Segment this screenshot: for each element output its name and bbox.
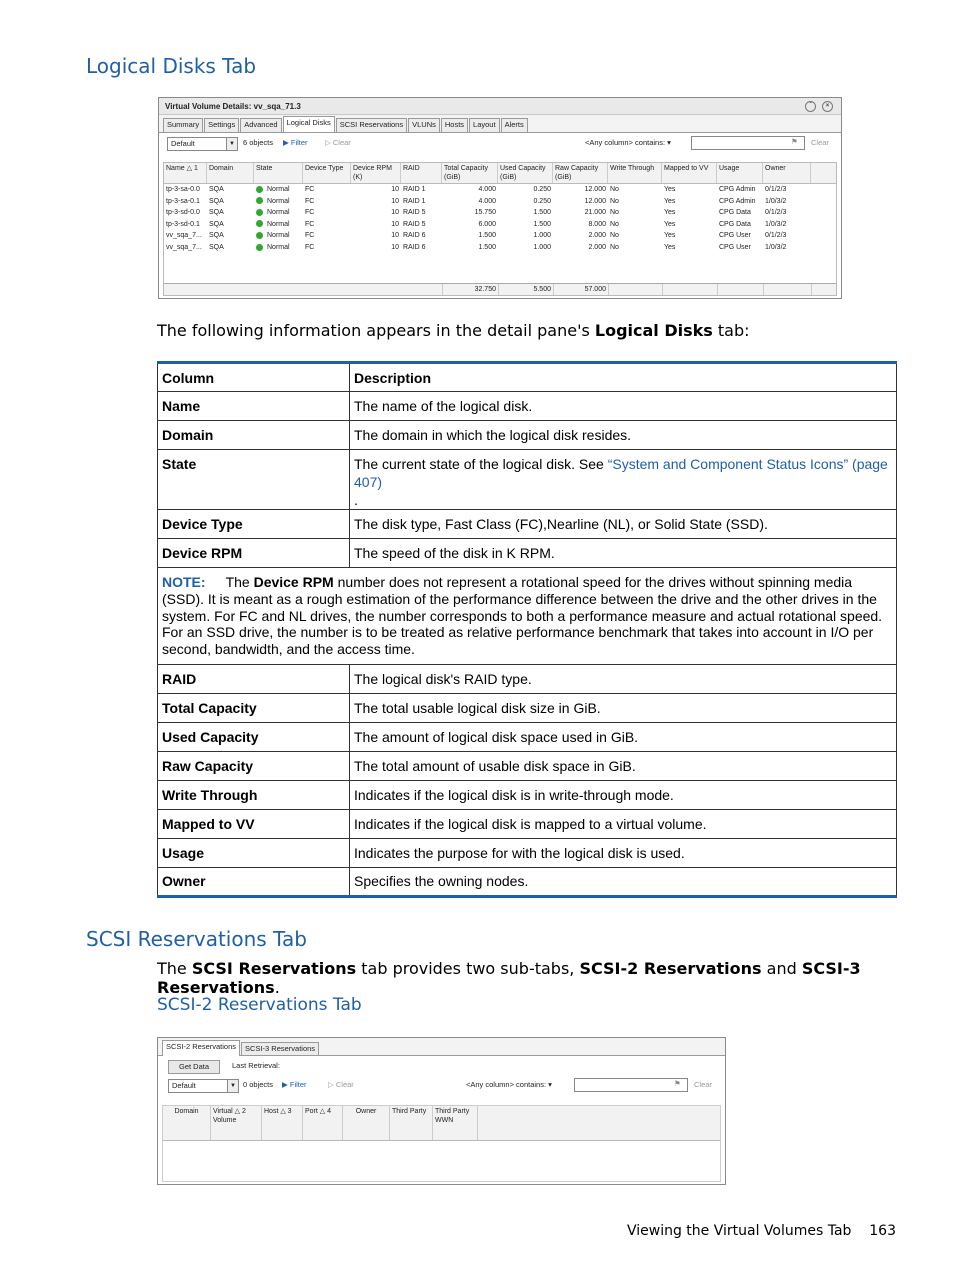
get-data-button[interactable]: Get Data [168,1060,220,1074]
note-row [158,568,897,665]
table-cell: 1.500 [533,209,551,217]
scsi-reservations-paragraph [157,959,954,997]
table-cell: tp-3-sd-0.0 [166,209,200,217]
col-header-owner[interactable]: Owner [343,1106,390,1140]
col-header-used-capacity[interactable]: Used Capacity (GiB) [498,163,553,183]
col-header-mapped-to-vv[interactable]: Mapped to VV [662,163,717,183]
table-cell: RAID 5 [403,220,426,228]
column-name: RAID [158,664,350,693]
table-cell: 1.000 [533,243,551,251]
col-header-third-party[interactable]: Third Party [390,1106,433,1140]
note-label: NOTE: [162,574,206,590]
col-header-raw-capacity[interactable]: Raw Capacity (GiB) [553,163,608,183]
table-cell: CPG Data [719,220,751,228]
tab-scsi-reservations[interactable]: SCSI Reservations [336,118,407,132]
table-cell: FC [305,232,315,240]
column-name: Used Capacity [158,722,350,751]
table-row[interactable] [164,230,836,242]
status-icons-link[interactable]: “System and Component Status Icons” (page 407) [354,456,888,490]
logical-disks-grid [163,162,837,296]
table-cell: 8.000 [588,220,606,228]
table-cell: 1.000 [533,232,551,240]
p-mid-2: and [761,959,802,978]
col-header-usage[interactable]: Usage [717,163,763,183]
close-icon[interactable]: × [822,101,833,112]
search-input-2[interactable] [574,1078,688,1092]
state-label: Normal [267,186,290,193]
filter-label-2: Filter [289,1080,307,1089]
table-cell [254,219,303,231]
table-cell: 10 [391,232,399,240]
p-bold-2: SCSI-2 Reservations [579,959,762,978]
p-pre: The [157,959,192,978]
table-row [158,780,897,809]
table-cell: 0/1/2/3 [765,209,787,217]
col-header-third-party-wwn[interactable]: Third Party WWN [433,1106,478,1140]
page-number: 163 [869,1223,896,1239]
table-cell: 4.000 [478,186,496,193]
status-normal-icon [256,244,263,251]
table-cell: 10 [391,197,399,205]
last-retrieval-label: Last Retrieval: [232,1061,280,1070]
retrieval-bar [158,1056,725,1076]
table-cell: 15.750 [474,209,496,217]
table-cell: FC [305,243,315,251]
table-cell: No [610,232,619,240]
column-name: Total Capacity [158,693,350,722]
table-cell: 1.500 [533,220,551,228]
state-label: Normal [267,209,290,217]
col-header-domain[interactable]: Domain [207,163,254,183]
table-cell: 0/1/2/3 [765,186,787,193]
column-description: The total amount of usable disk space in GiB. [350,751,897,780]
column-description: Indicates if the logical disk is mapped to a virtual volume. [350,809,897,838]
table-cell: 2.000 [588,243,606,251]
column-name: Write Through [158,780,350,809]
scsi2-screenshot [157,1037,726,1185]
filter-label: Filter [290,138,308,147]
note-pre: The [225,574,254,590]
table-cell: 10 [391,209,399,217]
column-select-value: <Any column> contains: [585,138,666,147]
table-cell: FC [305,186,315,193]
state-desc-text: The current state of the logical disk. See [354,456,608,472]
col-header-total-capacity[interactable]: Total Capacity (GiB) [442,163,498,183]
table-row[interactable] [164,184,836,196]
table-cell: vv_sqa_7... [166,232,202,240]
table-cell: 21.000 [584,209,606,217]
filter-button[interactable] [283,137,308,149]
filter-icon: ▶ [282,1080,288,1089]
table-cell: 1/0/3/2 [765,220,787,228]
table-row [158,751,897,780]
tab-alerts[interactable]: Alerts [501,118,528,132]
intro-paragraph [157,321,750,340]
tab-hosts[interactable]: Hosts [441,118,468,132]
logical-disks-columns-table [157,361,897,898]
table-cell: Yes [664,186,676,193]
table-cell: 0.250 [533,186,551,193]
section-heading-scsi2: SCSI-2 Reservations Tab [157,995,362,1015]
table-cell: 4.000 [478,197,496,205]
table-row[interactable] [164,219,836,231]
column-select-2[interactable] [466,1079,552,1091]
grid-totals [164,283,836,295]
object-count: 6 objects [243,138,274,147]
state-desc-suffix: . [354,492,358,508]
column-name: Device Type [158,510,350,539]
table-cell: No [610,186,619,193]
column-description: Indicates the purpose for with the logical disk is used. [350,838,897,867]
tab-vluns[interactable]: VLUNs [408,118,440,132]
tab-layout[interactable]: Layout [469,118,500,132]
p-bold-1: SCSI Reservations [191,959,357,978]
clear-label: Clear [332,138,351,147]
state-label: Normal [267,220,290,228]
table-cell: FC [305,220,315,228]
chevron-down-icon: ▾ [667,138,671,147]
table-cell: No [610,209,619,217]
table-cell: SQA [209,220,224,228]
table-cell: 2.000 [588,232,606,240]
table-row [158,421,897,450]
collapse-icon[interactable]: ˆ [805,101,816,112]
table-cell: 1/0/3/2 [765,243,787,251]
table-row[interactable] [164,196,836,208]
used-capacity-sum: 5.500 [499,284,554,295]
column-name: State [158,450,350,510]
column-name: Device RPM [158,539,350,568]
col-header-state[interactable]: State [254,163,303,183]
col-header-domain[interactable]: Domain [163,1106,211,1140]
intro-bold: Logical Disks [594,321,713,340]
column-description: The logical disk's RAID type. [350,664,897,693]
intro-prefix: The following information appears in the detail pane's [157,321,595,340]
device-rpm-note [158,568,897,665]
column-description: The total usable logical disk size in GiB. [350,693,897,722]
clear-search-button[interactable]: Clear [811,138,829,147]
table-row [158,867,897,896]
table-cell: Yes [664,232,676,240]
clear-filter-button[interactable] [325,137,351,149]
filter-bar [159,133,841,153]
column-description: Indicates if the logical disk is in write-through mode. [350,780,897,809]
table-cell: SQA [209,209,224,217]
tab-scsi3[interactable]: SCSI-3 Reservations [241,1042,319,1055]
filter-button-2[interactable] [282,1079,307,1091]
column-description: The amount of logical disk space used in GiB. [350,722,897,751]
table-cell: 10 [391,186,399,193]
table-row [158,693,897,722]
table-row[interactable] [164,242,836,254]
table-row [158,722,897,751]
col-header-write-through[interactable]: Write Through [608,163,662,183]
table-row [158,838,897,867]
note-text: number does not represent a rotational speed for the drives without spinning media (SSD). It is meant as a rough estimation of the performance difference between the drive and the other drives in the system. For FC and NL drives, the number corresponds to both a performance measure and actual rotational speed. For an SSD drive, the number is to be treated as relative performance benchmark that takes into account in I/O per second, bandwidth, and the access time. [162,574,883,658]
table-row [158,510,897,539]
column-description: The name of the logical disk. [350,392,897,421]
column-name: Usage [158,838,350,867]
table-cell: 1/0/3/2 [765,197,787,205]
p-bold-3: SCSI-3 Reservations [157,959,861,997]
scsi2-grid [162,1105,721,1182]
table-cell: 1.500 [478,243,496,251]
search-input[interactable] [691,136,805,150]
table-cell: Yes [664,220,676,228]
column-name: Raw Capacity [158,751,350,780]
col-header-virtual-volume[interactable]: Virtual △ 2 Volume [211,1106,262,1140]
state-label: Normal [267,232,290,240]
table-cell: SQA [209,197,224,205]
section-heading-scsi-reservations: SCSI Reservations Tab [86,927,307,951]
object-count-2: 0 objects [243,1080,274,1089]
table-cell: No [610,220,619,228]
col-header-raid[interactable]: RAID [401,163,442,183]
column-name: Domain [158,421,350,450]
column-description: Specifies the owning nodes. [350,867,897,896]
table-cell: SQA [209,243,224,251]
table-cell: tp-3-sd-0.1 [166,220,200,228]
table-cell: RAID 1 [403,186,426,193]
table-cell: 10 [391,243,399,251]
table-cell: 12.000 [584,197,606,205]
page-footer [627,1223,896,1239]
table-row [158,392,897,421]
p-mid-1: tab provides two sub-tabs, [356,959,580,978]
table-cell: 10 [391,220,399,228]
logical-disks-screenshot [158,97,842,299]
status-normal-icon [256,197,263,204]
search-icon: ⚑ [791,137,798,146]
table-cell: CPG Admin [719,197,756,205]
table-cell: CPG User [719,232,751,240]
col-header-owner[interactable]: Owner [763,163,811,183]
chevron-down-icon: ▼ [226,138,237,150]
view-select-2[interactable] [168,1079,239,1093]
table-cell: FC [305,197,315,205]
table-header-column: Column [158,363,350,392]
table-row[interactable] [164,207,836,219]
table-cell [254,184,303,196]
col-header-name[interactable]: Name △ 1 [164,163,207,183]
column-description [350,450,897,510]
eraser-icon: ▷ [328,1080,334,1089]
view-select-2-value: Default [172,1081,196,1090]
view-select-value: Default [171,139,195,148]
table-cell: SQA [209,232,224,240]
table-cell: Yes [664,209,676,217]
intro-suffix: tab: [712,321,750,340]
table-cell: SQA [209,186,224,193]
table-header-row [158,363,897,392]
table-row [158,450,897,510]
table-cell: CPG Admin [719,186,756,193]
column-name: Owner [158,867,350,896]
table-cell: RAID 5 [403,209,426,217]
status-normal-icon [256,220,263,227]
view-select[interactable] [167,137,238,151]
search-icon: ⚑ [674,1079,681,1088]
tab-scsi2[interactable]: SCSI-2 Reservations [162,1040,240,1056]
table-cell: Yes [664,197,676,205]
grid-body [164,184,836,254]
tab-advanced[interactable]: Advanced [240,118,281,132]
column-select[interactable] [585,137,671,149]
tab-summary[interactable]: Summary [163,118,203,132]
clear-search-button-2[interactable]: Clear [694,1080,712,1089]
table-cell: CPG Data [719,209,751,217]
status-normal-icon [256,232,263,239]
table-cell: FC [305,209,315,217]
table-cell: tp-3-sa-0.1 [166,197,200,205]
clear-label-2: Clear [335,1080,354,1089]
col-header-port[interactable]: Port △ 4 [303,1106,343,1140]
table-header-description: Description [350,363,897,392]
note-bold: Device RPM [253,574,334,590]
table-cell: vv_sqa_7... [166,243,202,251]
chevron-down-icon: ▾ [548,1080,552,1089]
state-label: Normal [267,197,290,205]
chevron-down-icon: ▼ [227,1080,238,1092]
column-description: The disk type, Fast Class (FC),Nearline (NL), or Solid State (SSD). [350,510,897,539]
raw-capacity-sum: 57.000 [554,284,609,295]
table-cell: RAID 1 [403,197,426,205]
column-select-2-value: <Any column> contains: [466,1080,547,1089]
column-description: The speed of the disk in K RPM. [350,539,897,568]
filter-bar-2 [158,1076,725,1096]
grid-header-2 [163,1106,720,1141]
tab-settings[interactable]: Settings [204,118,239,132]
panel-titlebar [159,98,841,115]
clear-filter-button-2[interactable] [328,1079,354,1091]
column-name: Name [158,392,350,421]
table-cell: Yes [664,243,676,251]
table-cell: CPG User [719,243,751,251]
status-normal-icon [256,209,263,216]
table-cell: RAID 6 [403,232,426,240]
col-header-host[interactable]: Host △ 3 [262,1106,303,1140]
tab-logical-disks[interactable]: Logical Disks [283,116,335,132]
table-row [158,539,897,568]
col-header-device-rpm[interactable]: Device RPM (K) [351,163,401,183]
table-cell [254,242,303,254]
total-capacity-sum: 32.750 [443,284,499,295]
scsi-subtabs [158,1038,725,1056]
eraser-icon: ▷ [325,138,331,147]
table-cell: 12.000 [584,186,606,193]
table-cell: 6.000 [478,220,496,228]
table-cell: No [610,243,619,251]
p-end: . [274,978,280,997]
footer-text: Viewing the Virtual Volumes Tab [626,1223,852,1239]
table-row [158,809,897,838]
column-description: The domain in which the logical disk resides. [350,421,897,450]
table-cell: tp-3-sa-0.0 [166,186,200,193]
column-name: Mapped to VV [158,809,350,838]
table-cell: 0.250 [533,197,551,205]
detail-tabs [159,115,841,133]
table-cell [254,196,303,208]
table-cell [254,230,303,242]
section-heading-logical-disks: Logical Disks Tab [86,54,257,78]
state-label: Normal [267,243,290,251]
status-normal-icon [256,186,263,193]
table-cell: 1.500 [478,232,496,240]
table-cell: No [610,197,619,205]
panel-title: Virtual Volume Details: vv_sqa_71.3 [165,101,301,111]
grid-header [164,163,836,184]
table-cell: 0/1/2/3 [765,232,787,240]
filter-icon: ▶ [283,138,289,147]
table-cell: RAID 6 [403,243,426,251]
table-row [158,664,897,693]
col-header-device-type[interactable]: Device Type [303,163,351,183]
table-cell [254,207,303,219]
